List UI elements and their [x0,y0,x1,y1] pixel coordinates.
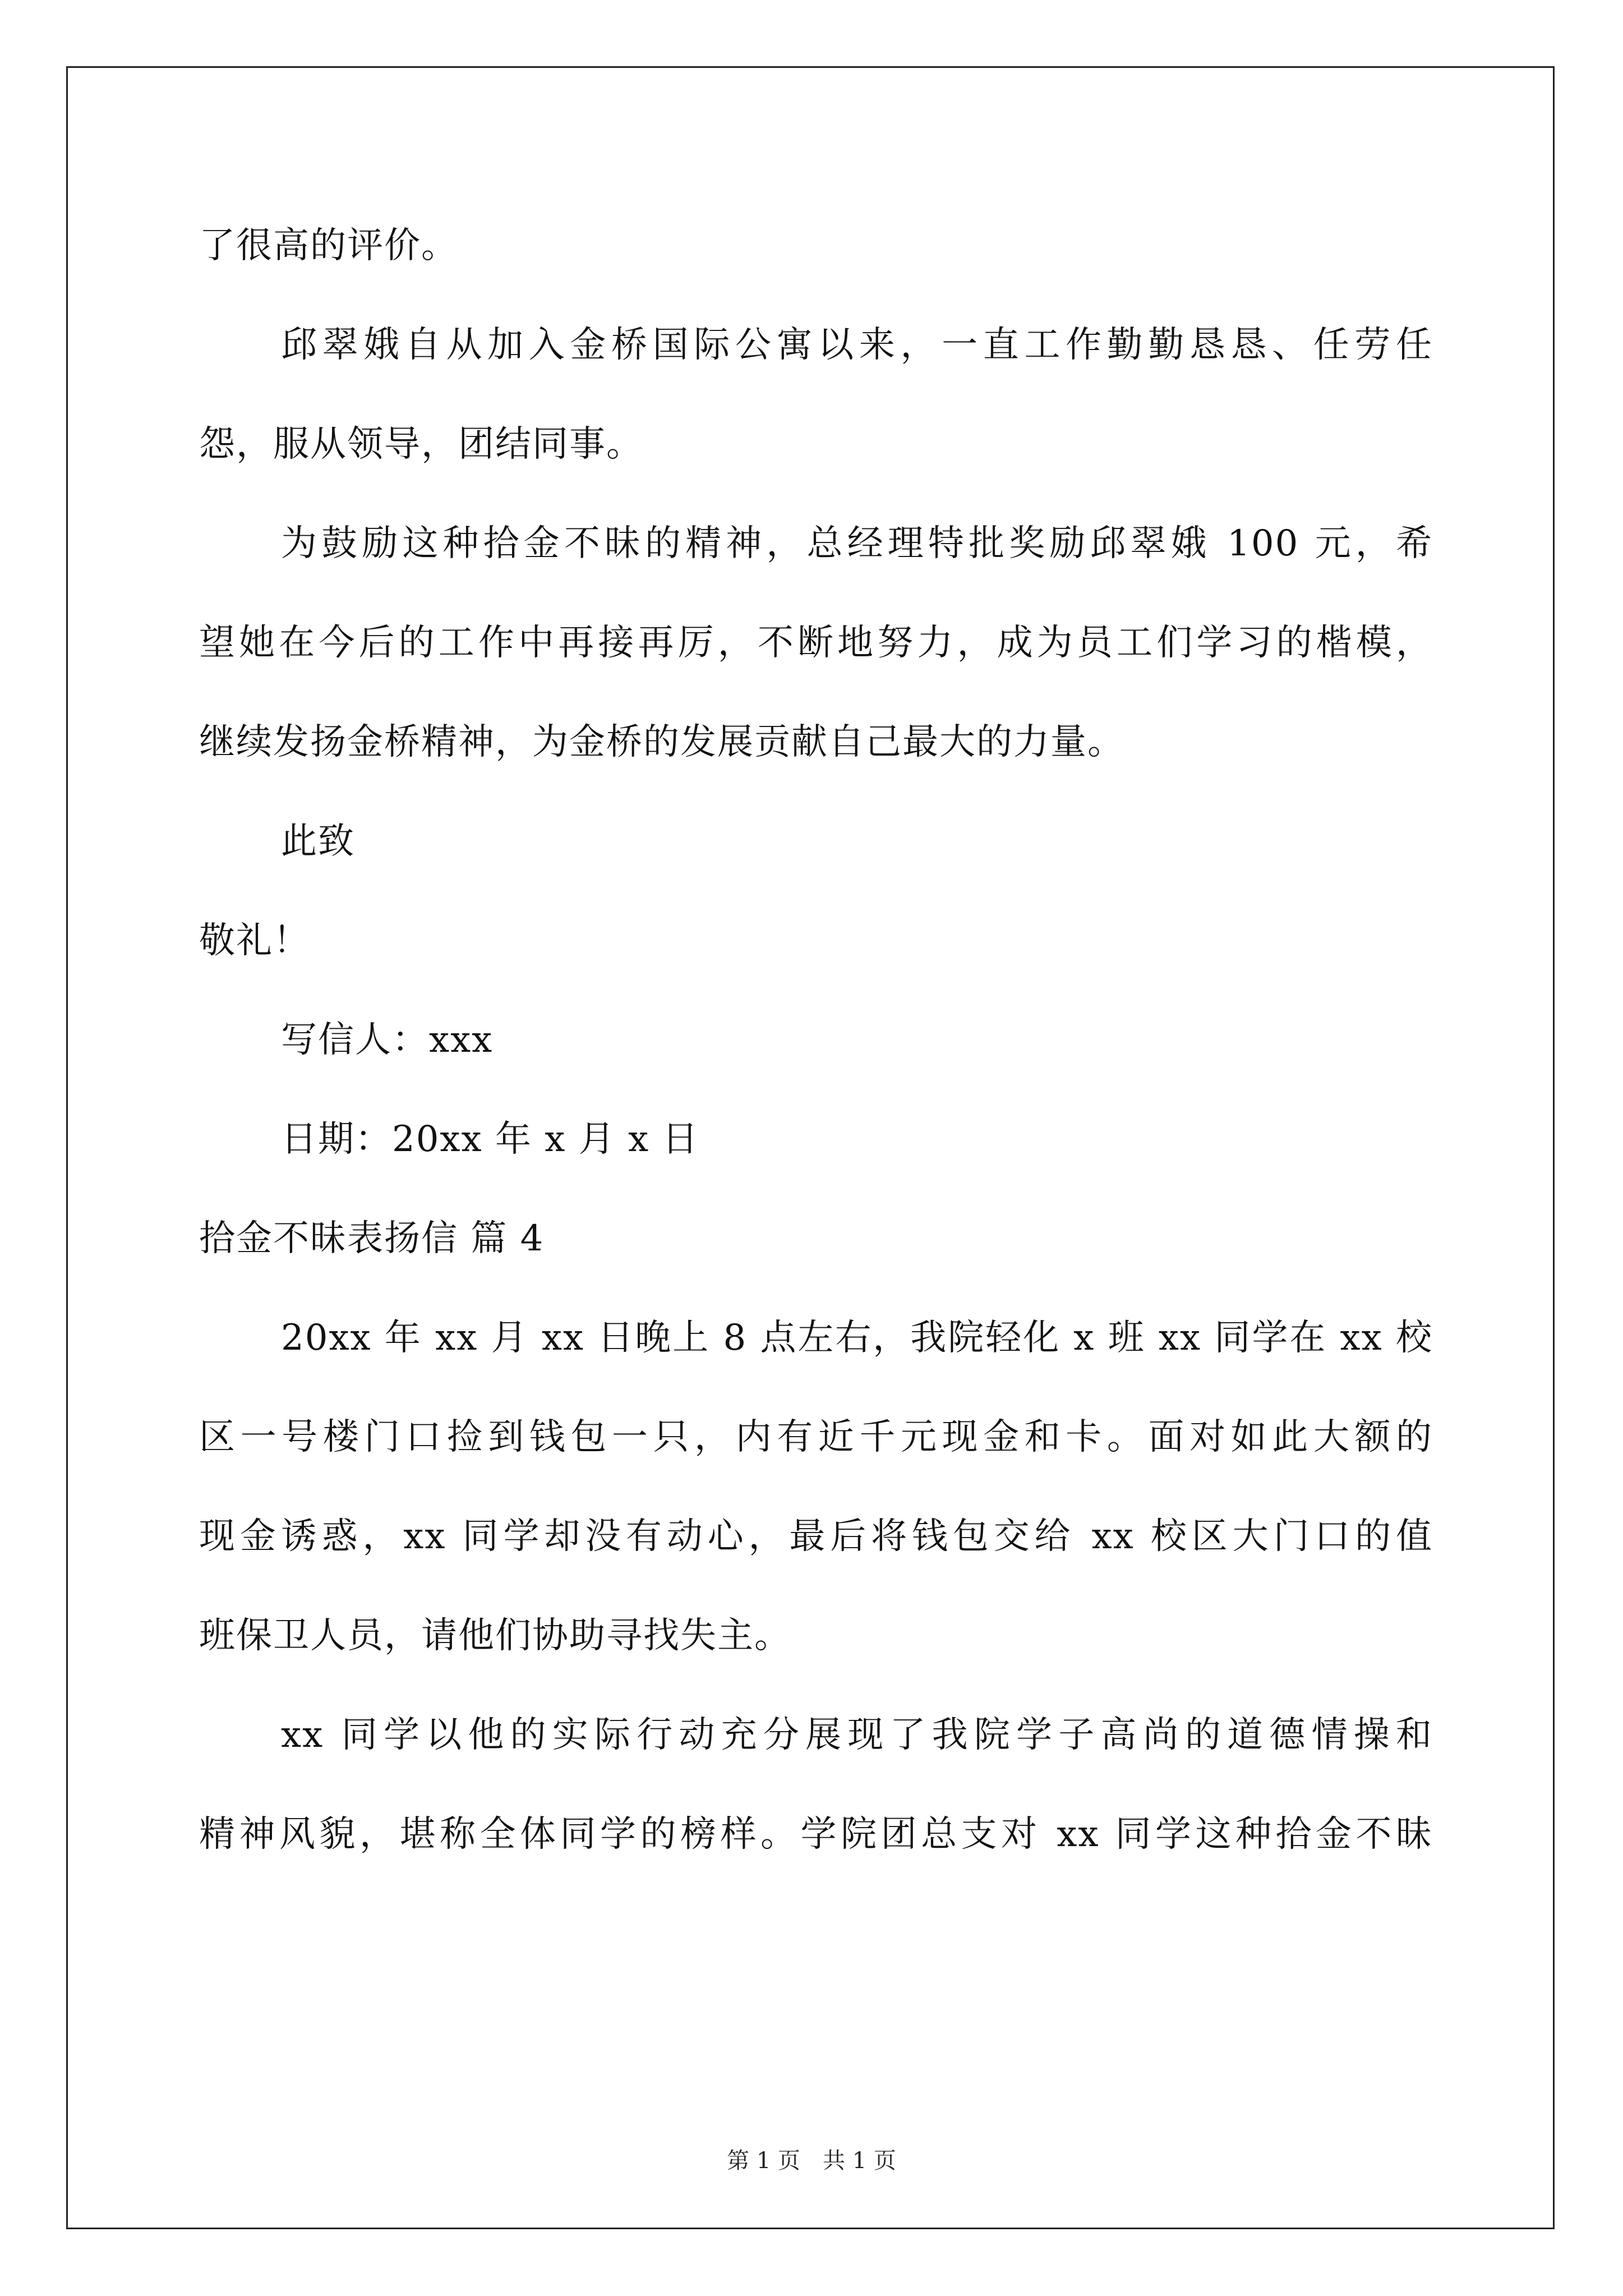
text-line: 班保卫人员，请他们协助寻找失主。 [199,1615,791,1657]
text-line: 望她在今后的工作中再接再厉，不断地努力，成为员工们学习的楷模， [199,622,1433,664]
signature-line: 写信人：xxx [281,1019,494,1061]
section-heading: 拾金不昧表扬信 篇 4 [199,1218,545,1259]
text-line: 怨，服从领导，团结同事。 [199,424,643,465]
closing-line: 此致 [281,821,355,862]
text-line: 继续发扬金桥精神，为金桥的发展贡献自己最大的力量。 [199,721,1124,763]
paragraph-line: 20xx 年 xx 月 xx 日晚上 8 点左右，我院轻化 x 班 xx 同学在 xx 校 [281,1317,1433,1359]
text-line: 了很高的评价。 [199,225,458,266]
paragraph-line: 为鼓励这种拾金不昧的精神，总经理特批奖励邱翠娥 100 元，希 [281,523,1433,564]
text-line: 精神风貌，堪称全体同学的榜样。学院团总支对 xx 同学这种拾金不昧 [199,1814,1433,1855]
paragraph-line: 邱翠娥自从加入金桥国际公寓以来，一直工作勤勤恳恳、任劳任 [281,324,1433,366]
date-line: 日期：20xx 年 x 月 x 日 [281,1119,699,1160]
document-body [199,196,1433,1884]
text-line: 现金诱惑，xx 同学却没有动心，最后将钱包交给 xx 校区大门口的值 [199,1516,1433,1557]
paragraph-line: xx 同学以他的实际行动充分展现了我院学子高尚的道德情操和 [281,1714,1433,1756]
text-line: 区一号楼门口捡到钱包一只，内有近千元现金和卡。面对如此大额的 [199,1416,1433,1458]
page-number-footer: 第 1 页 共 1 页 [727,2148,896,2174]
salutation-line: 敬礼！ [199,920,310,961]
